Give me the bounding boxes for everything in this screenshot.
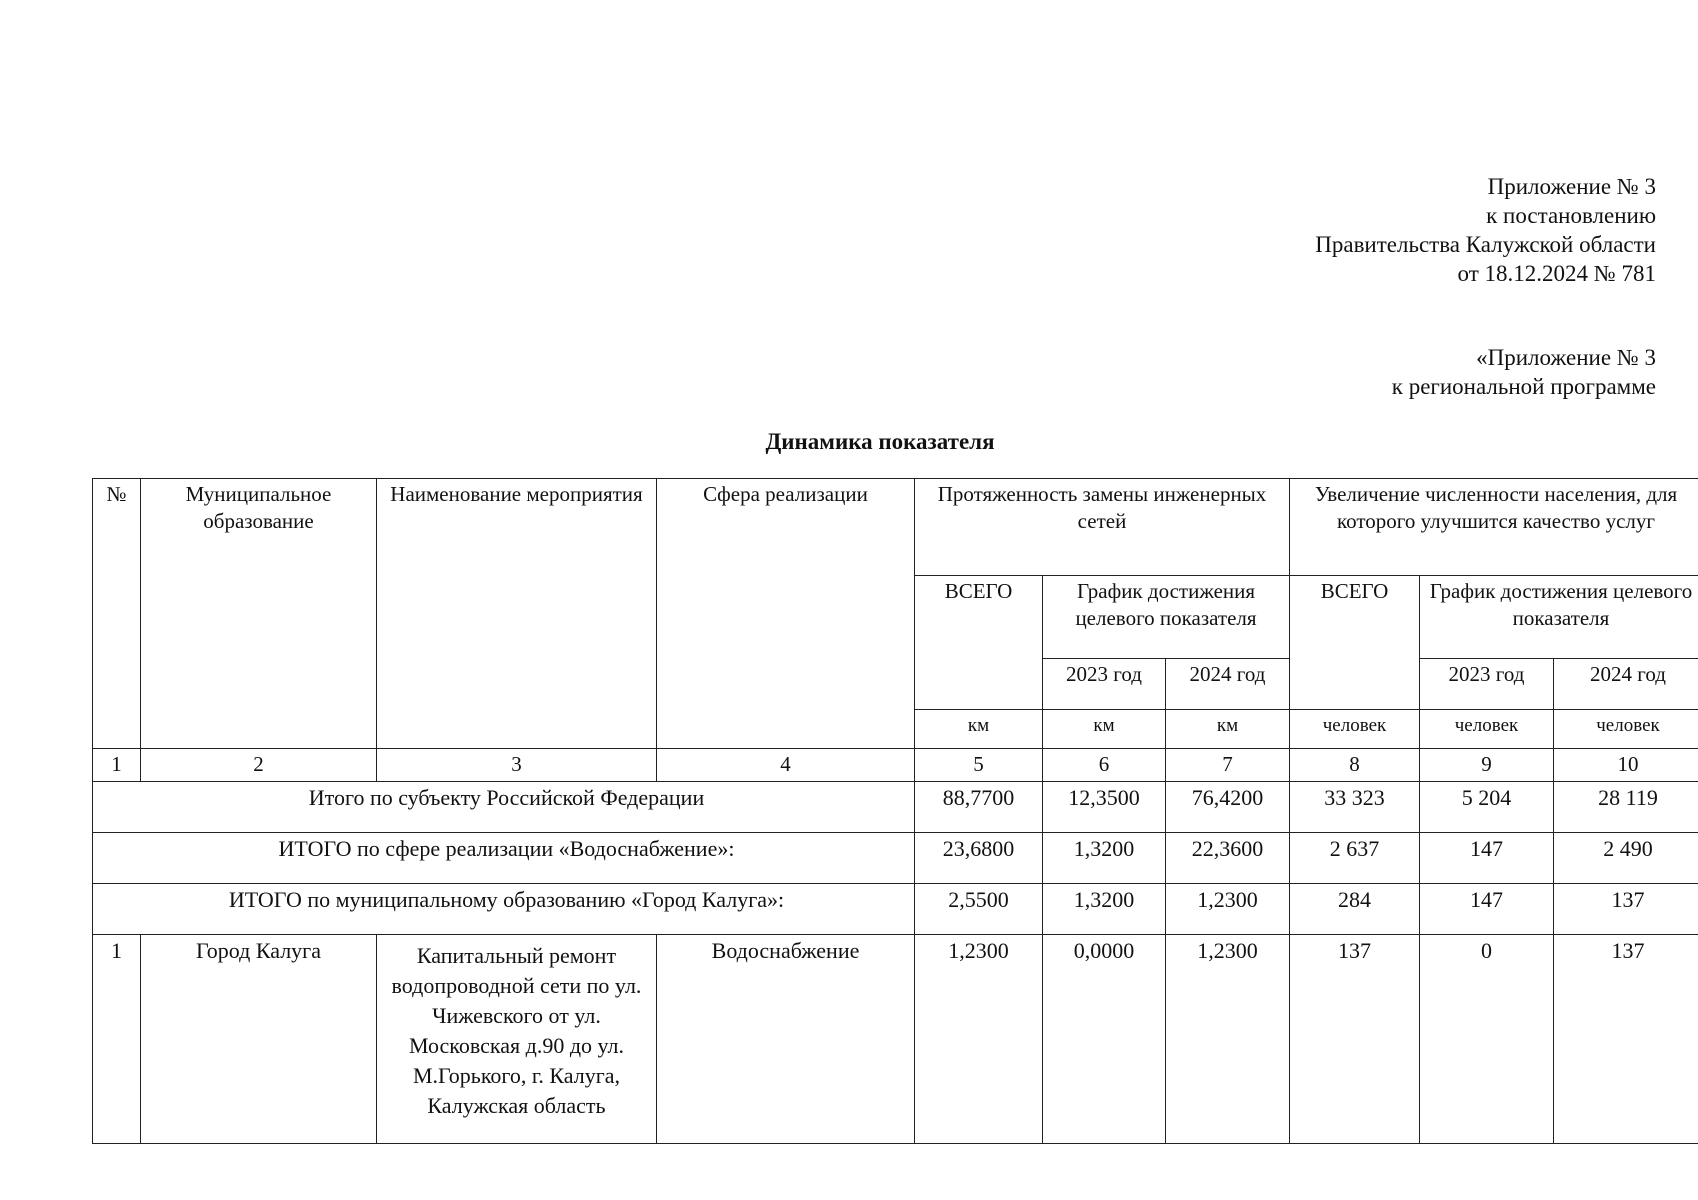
row-municipality: Город Калуга [141,935,377,1144]
column-number: 10 [1554,749,1698,782]
column-number: 1 [93,749,141,782]
row-value: 0,0000 [1043,935,1166,1144]
summary-label: ИТОГО по сфере реализации «Водоснабжение»: [93,833,915,884]
row-value: 137 [1554,935,1698,1144]
header-municipality: Муниципальное образование [141,479,377,749]
appendix-line: Приложение № 3 [1487,174,1656,199]
column-number: 7 [1166,749,1290,782]
header-population-2024: 2024 год [1554,659,1698,710]
unit-cell: человек [1554,710,1698,749]
unit-cell: км [915,710,1043,749]
summary-value: 1,3200 [1043,833,1166,884]
appendix-line: от 18.12.2024 № 781 [1457,261,1656,286]
column-number: 8 [1290,749,1420,782]
appendix-line: Правительства Калужской области [1315,232,1656,257]
summary-value: 2 637 [1290,833,1420,884]
unit-cell: человек [1290,710,1420,749]
appendix-header [1315,172,1656,288]
summary-value: 1,3200 [1043,884,1166,935]
column-number: 5 [915,749,1043,782]
summary-value: 22,3600 [1166,833,1290,884]
header-length-2023: 2023 год [1043,659,1166,710]
summary-value: 147 [1420,833,1554,884]
header-population-schedule: График достижения целевого показателя [1420,576,1698,659]
summary-row-sphere [93,833,1698,884]
summary-row-municipality [93,884,1698,935]
summary-value: 23,6800 [915,833,1043,884]
summary-value: 12,3500 [1043,782,1166,833]
summary-label: Итого по субъекту Российской Федерации [93,782,915,833]
unit-cell: км [1043,710,1166,749]
header-sphere: Сфера реализации [657,479,915,749]
unit-cell: км [1166,710,1290,749]
program-header [1392,343,1656,401]
summary-value: 76,4200 [1166,782,1290,833]
column-number: 9 [1420,749,1554,782]
summary-value: 2 490 [1554,833,1698,884]
summary-value: 33 323 [1290,782,1420,833]
column-number: 4 [657,749,915,782]
header-length-2024: 2024 год [1166,659,1290,710]
summary-value: 1,2300 [1166,884,1290,935]
appendix-line: к постановлению [1486,203,1656,228]
header-length-schedule: График достижения целевого показателя [1043,576,1290,659]
header-event: Наименование мероприятия [377,479,657,749]
header-row-main [93,479,1698,576]
document-title: Динамика показателя [765,429,995,454]
row-value: 137 [1290,935,1420,1144]
column-number: 3 [377,749,657,782]
header-length-total: ВСЕГО [915,576,1043,710]
row-value: 0 [1420,935,1554,1144]
row-sphere: Водоснабжение [657,935,915,1144]
summary-value: 147 [1420,884,1554,935]
row-number: 1 [93,935,141,1144]
column-number-row [93,749,1698,782]
indicator-table [92,478,1698,1144]
column-number: 6 [1043,749,1166,782]
row-value: 1,2300 [1166,935,1290,1144]
summary-value: 88,7700 [915,782,1043,833]
unit-cell: человек [1420,710,1554,749]
row-value: 1,2300 [915,935,1043,1144]
header-population-group: Увеличение численности населения, для которого улучшится качество услуг [1290,479,1698,576]
row-event: Капитальный ремонт водопроводной сети по ул. Чижевского от ул. Московская д.90 до ул. М.Горького, г. Калуга, Калужская область [377,935,657,1144]
program-line: к региональной программе [1391,374,1656,399]
header-no: № [93,479,141,749]
summary-value: 5 204 [1420,782,1554,833]
table-row [93,935,1698,1144]
summary-value: 28 119 [1554,782,1698,833]
header-population-total: ВСЕГО [1290,576,1420,710]
summary-label: ИТОГО по муниципальному образованию «Город Калуга»: [93,884,915,935]
summary-value: 137 [1554,884,1698,935]
program-line: «Приложение № 3 [1476,345,1656,370]
header-length-group: Протяженность замены инженерных сетей [915,479,1290,576]
summary-row-region [93,782,1698,833]
summary-value: 284 [1290,884,1420,935]
column-number: 2 [141,749,377,782]
header-population-2023: 2023 год [1420,659,1554,710]
summary-value: 2,5500 [915,884,1043,935]
